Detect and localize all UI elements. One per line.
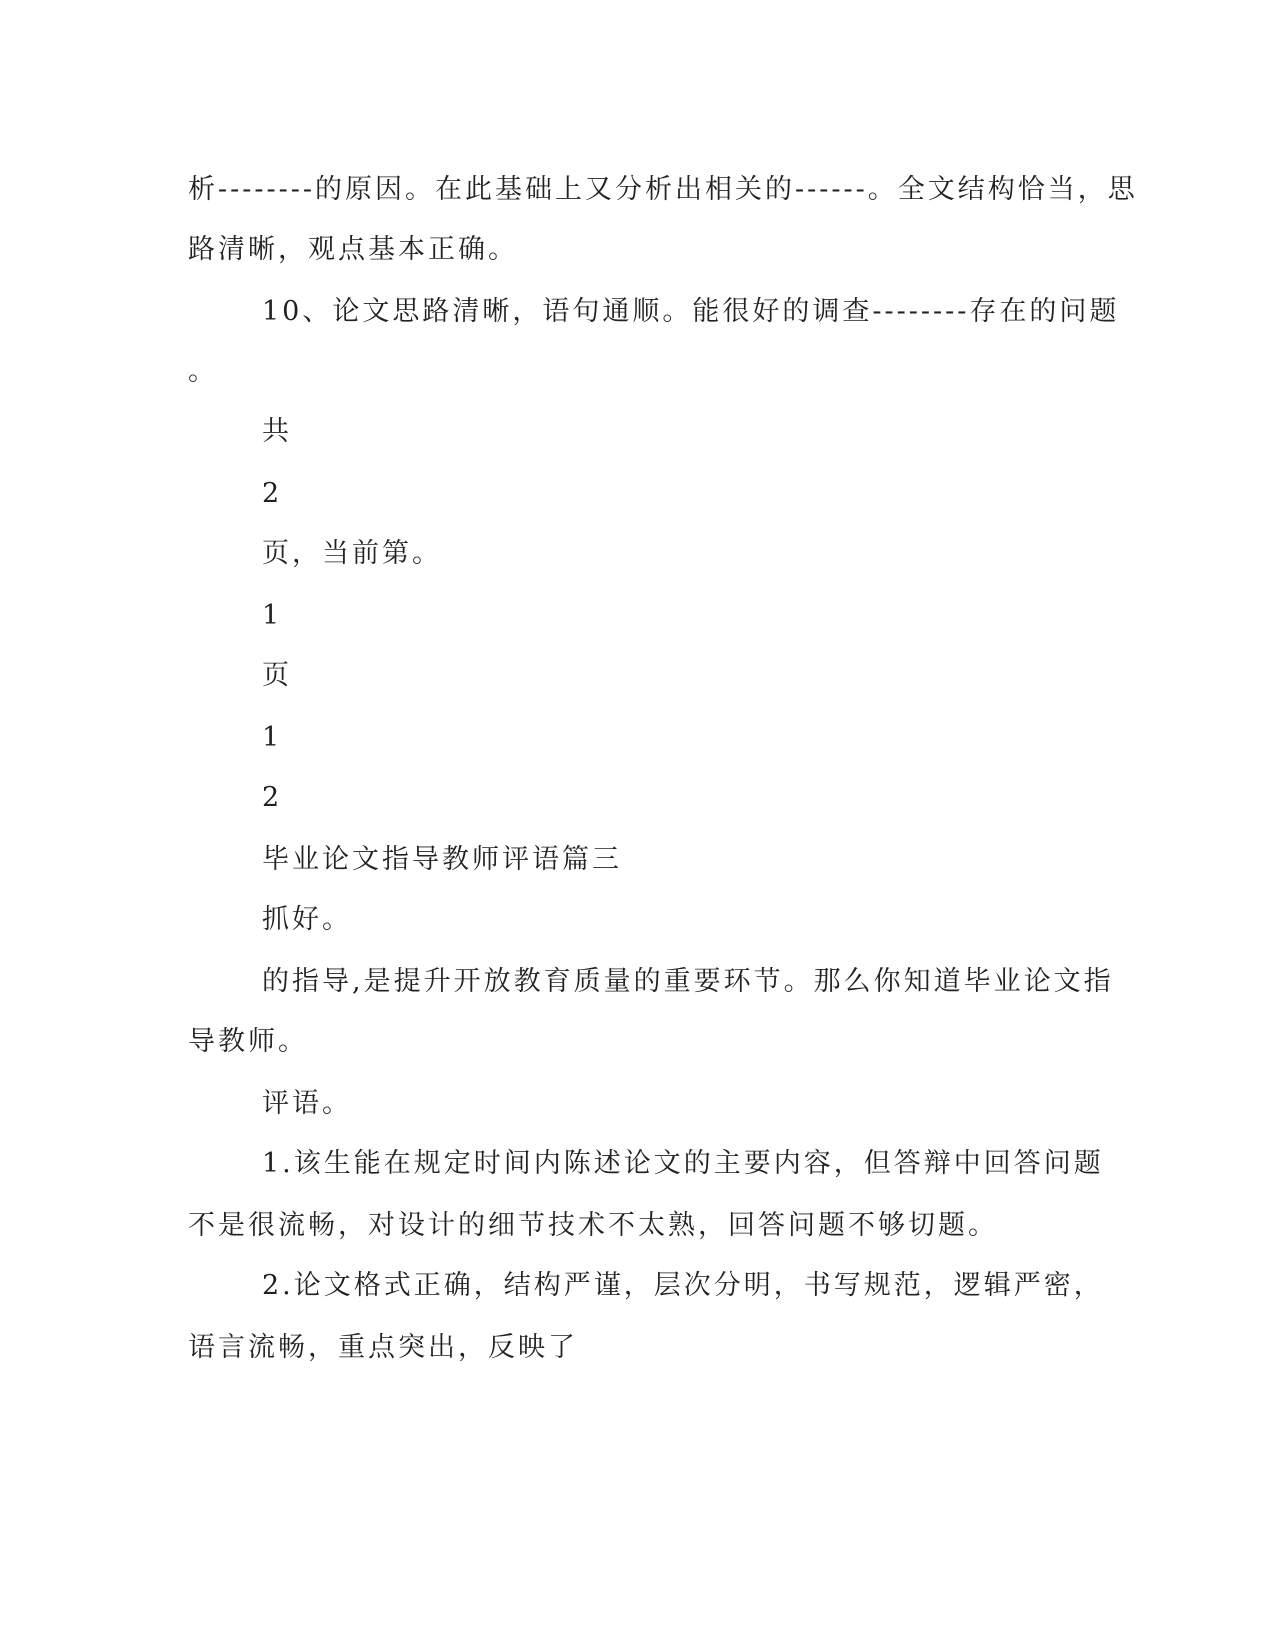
section-heading: 毕业论文指导教师评语篇三 [262,844,622,875]
paragraph: 抓好。 [262,904,352,935]
paragraph-item-2: 2.论文格式正确，结构严谨，层次分明，书写规范，逻辑严密， [262,1270,1104,1301]
paragraph: 评语。 [262,1088,352,1119]
page-info-current-label: 页，当前第。 [262,538,442,569]
paragraph-item-1: 1.该生能在规定时间内陈述论文的主要内容，但答辩中回答问题 [262,1148,1104,1179]
paragraph: 的指导,是提升开放教育质量的重要环节。那么你知道毕业论文指 [262,966,1114,997]
text-line-continuation: 。 [188,356,218,387]
text-line-continuation: 路清晰，观点基本正确。 [188,234,518,265]
text-line-continuation: 不是很流畅，对设计的细节技术不太熟，回答问题不够切题。 [188,1210,998,1241]
page-info-total-count: 2 [262,478,283,509]
text-line-continuation: 语言流畅，重点突出，反映了 [188,1332,578,1363]
page-info-page-label: 页 [262,660,292,691]
page-link-1: 1 [262,722,283,753]
text-line-continuation: 导教师。 [188,1026,308,1057]
page-info-total-label: 共 [262,416,292,447]
page-info-current-number: 1 [262,600,283,631]
text-line-continuation: 析--------的原因。在此基础上又分析出相关的------。全文结构恰当，思 [188,174,1138,205]
paragraph-item-10: 10、论文思路清晰，语句通顺。能很好的调查--------存在的问题 [262,296,1120,327]
page-link-2: 2 [262,782,283,813]
